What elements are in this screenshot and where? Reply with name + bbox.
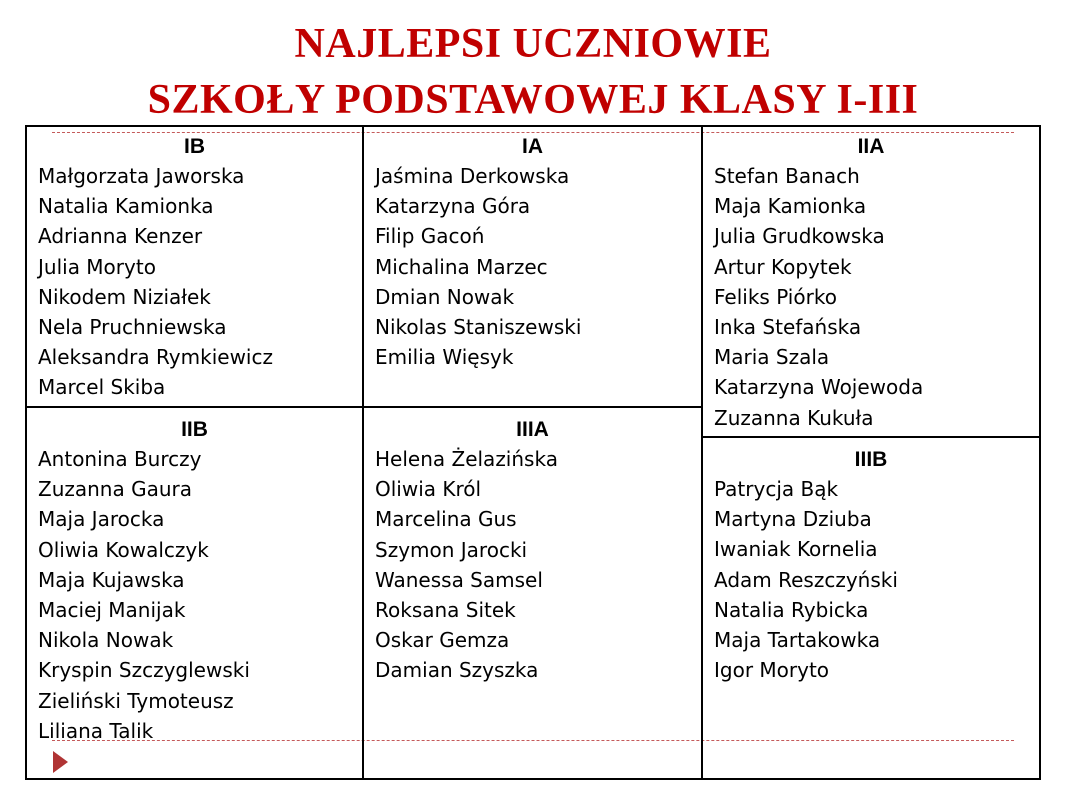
class-heading: IIB <box>181 418 208 441</box>
student-name: Maja Tartakowka <box>714 628 881 653</box>
student-name: Zieliński Tymoteusz <box>38 688 234 713</box>
class-cell-IB <box>27 133 362 403</box>
student-name: Kryspin Szczyglewski <box>38 658 250 683</box>
student-name: Maria Szala <box>714 345 830 370</box>
class-cell-IA <box>364 133 701 372</box>
class-cell-IIB <box>27 416 362 746</box>
student-name: Julia Moryto <box>38 254 156 279</box>
student-list <box>364 161 701 372</box>
page-title-line-1: NAJLEPSI UCZNIOWIE <box>294 21 772 67</box>
student-name: Patrycja Bąk <box>714 477 839 501</box>
student-name: Artur Kopytek <box>714 254 852 279</box>
student-name: Jaśmina Derkowska <box>375 164 570 188</box>
student-name: Marcelina Gus <box>375 507 517 532</box>
student-name: Szymon Jarocki <box>375 537 528 562</box>
student-name: Nela Pruchniewska <box>38 315 227 340</box>
student-name: Igor Moryto <box>714 658 830 683</box>
student-name: Zuzanna Kukuła <box>714 405 874 430</box>
student-name: Antonina Burczy <box>38 447 202 471</box>
student-name: Stefan Banach <box>714 164 860 188</box>
student-name: Aleksandra Rymkiewicz <box>38 345 273 370</box>
student-name: Nikolas Staniszewski <box>375 315 582 340</box>
student-name: Nikodem Niziałek <box>38 284 211 309</box>
student-list <box>27 161 362 403</box>
student-name: Liliana Talik <box>38 718 154 743</box>
student-name: Filip Gacoń <box>375 224 485 249</box>
student-name: Oskar Gemza <box>375 628 510 653</box>
student-list <box>364 444 701 686</box>
student-name: Roksana Sitek <box>375 598 516 623</box>
class-heading: IIIB <box>854 448 888 471</box>
student-list <box>703 474 1039 685</box>
student-name: Natalia Rybicka <box>714 597 869 622</box>
student-name: Katarzyna Wojewoda <box>714 375 924 400</box>
page-title-line-2: SZKOŁY PODSTAWOWEJ KLASY I-III <box>147 77 919 123</box>
student-name: Maciej Manijak <box>38 598 186 623</box>
class-cell-IIIB <box>703 446 1039 685</box>
student-name: Dmian Nowak <box>375 284 515 309</box>
student-list <box>703 161 1039 433</box>
class-heading: IB <box>184 135 205 158</box>
row-divider-right <box>701 436 1041 438</box>
student-name: Michalina Marzec <box>375 254 548 279</box>
student-name: Maja Kamionka <box>714 194 867 219</box>
class-heading: IIIA <box>516 418 549 441</box>
student-name: Julia Grudkowska <box>714 224 885 249</box>
student-name: Natalia Kamionka <box>38 194 214 219</box>
class-cell-IIIA <box>364 416 701 686</box>
student-name: Zuzanna Gaura <box>38 477 193 502</box>
student-name: Maja Kujawska <box>38 567 185 592</box>
student-name: Martyna Dziuba <box>714 507 872 532</box>
student-name: Iwaniak Kornelia <box>714 537 878 562</box>
student-name: Emilia Więsyk <box>375 345 514 370</box>
student-name: Feliks Piórko <box>714 284 837 309</box>
student-list <box>27 444 362 746</box>
student-name: Małgorzata Jaworska <box>38 164 245 188</box>
class-cell-IIA <box>703 133 1039 433</box>
triangle-right-icon[interactable] <box>53 751 68 773</box>
student-name: Katarzyna Góra <box>375 194 531 219</box>
student-name: Adrianna Kenzer <box>38 224 203 249</box>
row-divider-left <box>25 406 703 408</box>
student-name: Oliwia Król <box>375 477 482 502</box>
student-name: Wanessa Samsel <box>375 567 543 592</box>
class-heading: IA <box>522 135 543 158</box>
student-name: Nikola Nowak <box>38 628 174 653</box>
student-name: Inka Stefańska <box>714 315 862 340</box>
class-heading: IIA <box>857 135 885 158</box>
student-name: Oliwia Kowalczyk <box>38 537 209 562</box>
student-name: Helena Żelazińska <box>375 447 558 471</box>
student-name: Maja Jarocka <box>38 507 165 532</box>
student-name: Marcel Skiba <box>38 375 166 400</box>
student-name: Adam Reszczyński <box>714 567 898 592</box>
student-name: Damian Szyszka <box>375 658 539 683</box>
